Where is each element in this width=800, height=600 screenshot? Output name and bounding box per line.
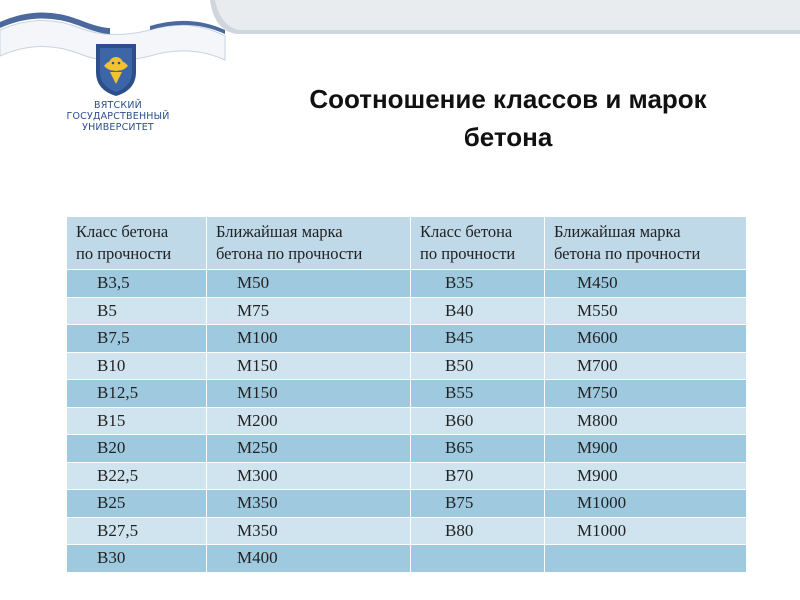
- table-cell: М600: [545, 325, 747, 353]
- table-cell: М450: [545, 270, 747, 298]
- university-name-line: УНИВЕРСИТЕТ: [82, 122, 154, 133]
- header-text: бетона по прочности: [216, 244, 363, 263]
- table-row: [67, 270, 747, 298]
- slide-title-line: бетона: [463, 122, 553, 152]
- table-row: [67, 325, 747, 353]
- table-cell: [545, 545, 747, 573]
- header-grade: [545, 217, 747, 270]
- table-cell: В75: [411, 490, 545, 518]
- table-cell: М750: [545, 380, 747, 408]
- table-cell: В60: [411, 407, 545, 435]
- table-row: [67, 435, 747, 463]
- table-row: [67, 352, 747, 380]
- table-cell: В65: [411, 435, 545, 463]
- table-cell: В15: [67, 407, 207, 435]
- table-cell: М350: [207, 517, 411, 545]
- table-cell: В30: [67, 545, 207, 573]
- table-row: [67, 490, 747, 518]
- table-cell: М1000: [545, 517, 747, 545]
- table-cell: М900: [545, 435, 747, 463]
- university-crest-icon: [92, 42, 140, 98]
- table-cell: В27,5: [67, 517, 207, 545]
- table-cell: М300: [207, 462, 411, 490]
- table-cell: М700: [545, 352, 747, 380]
- table-cell: В12,5: [67, 380, 207, 408]
- header-class: [411, 217, 545, 270]
- university-name-line: ВЯТСКИЙ: [94, 100, 142, 111]
- table-cell: М400: [207, 545, 411, 573]
- table-cell: М250: [207, 435, 411, 463]
- table-row: [67, 297, 747, 325]
- table-cell: М75: [207, 297, 411, 325]
- header-text: Ближайшая марка: [554, 222, 681, 241]
- concrete-class-table: [66, 216, 747, 573]
- header-text: Класс бетона: [420, 222, 513, 241]
- table-cell: [411, 545, 545, 573]
- table-cell: В40: [411, 297, 545, 325]
- table-cell: В70: [411, 462, 545, 490]
- table-cell: В80: [411, 517, 545, 545]
- header-text: Ближайшая марка: [216, 222, 343, 241]
- table-cell: М550: [545, 297, 747, 325]
- table-cell: В20: [67, 435, 207, 463]
- table-cell: В25: [67, 490, 207, 518]
- table-cell: В50: [411, 352, 545, 380]
- table-row: [67, 517, 747, 545]
- table-cell: В22,5: [67, 462, 207, 490]
- header-class: [67, 217, 207, 270]
- table-cell: М50: [207, 270, 411, 298]
- university-name: [62, 100, 174, 133]
- header-text: по прочности: [420, 244, 516, 263]
- table-cell: М900: [545, 462, 747, 490]
- table-cell: В7,5: [67, 325, 207, 353]
- table-cell: М100: [207, 325, 411, 353]
- table-cell: В35: [411, 270, 545, 298]
- table-cell: М200: [207, 407, 411, 435]
- table-cell: М350: [207, 490, 411, 518]
- header-text: бетона по прочности: [554, 244, 701, 263]
- table-cell: В55: [411, 380, 545, 408]
- table-row: [67, 380, 747, 408]
- table-cell: М1000: [545, 490, 747, 518]
- table-cell: М800: [545, 407, 747, 435]
- header-text: по прочности: [76, 244, 172, 263]
- table-row: [67, 407, 747, 435]
- header-grade: [207, 217, 411, 270]
- table-cell: В3,5: [67, 270, 207, 298]
- table-cell: М150: [207, 380, 411, 408]
- table-header-row: [67, 217, 747, 270]
- table-cell: В45: [411, 325, 545, 353]
- university-name-line: ГОСУДАРСТВЕННЫЙ: [66, 111, 170, 122]
- slide-title-line: Соотношение классов и марок: [309, 84, 707, 114]
- table-row: [67, 545, 747, 573]
- header-text: Класс бетона: [76, 222, 169, 241]
- table-cell: М150: [207, 352, 411, 380]
- table-cell: В5: [67, 297, 207, 325]
- table-cell: В10: [67, 352, 207, 380]
- slide-title: [246, 80, 770, 156]
- table-row: [67, 462, 747, 490]
